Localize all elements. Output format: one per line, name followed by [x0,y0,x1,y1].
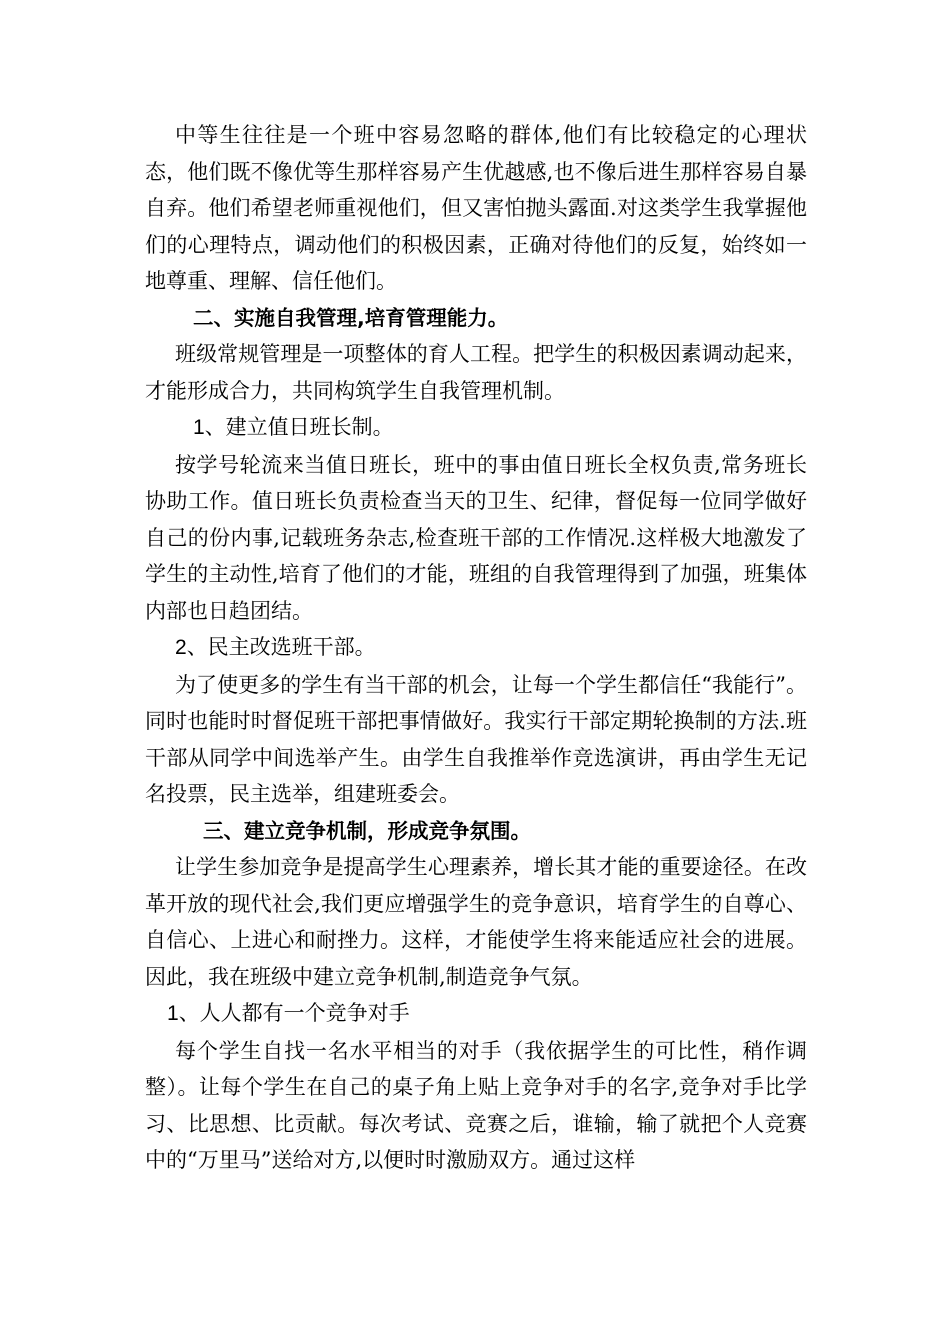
paragraph-middle-students: 中等生往往是一个班中容易忽略的群体,他们有比较稳定的心理状态，他们既不像优等生那样容易产生优越感,也不像后进生那样容易自暴自弃。他们希望老师重视他们，但又害怕抛头露面.对这类学生我掌握他们的心理特点，调动他们的积极因素，正确对待他们的反复，始终如一地尊重、理解、信任他们。 [145,123,807,293]
paragraph-duty-monitor: 按学号轮流来当值日班长，班中的事由值日班长全权负责,常务班长协助工作。值日班长负责检查当天的卫生、纪律，督促每一位同学做好自己的份内事,记载班务杂志,检查班干部的工作情况.这样极大地激发了学生的主动性,培育了他们的才能，班组的自我管理得到了加强，班集体内部也日趋团结。 [145,452,807,623]
subheading-duty-monitor [145,409,807,447]
subheading-number: 1 [167,1002,179,1025]
paragraph-class-management: 班级常规管理是一项整体的育人工程。把学生的积极因素调动起来，才能形成合力，共同构筑学生自我管理机制。 [145,342,807,403]
paragraph-competition: 让学生参加竞争是提高学生心理素养，增长其才能的重要途径。在改革开放的现代社会,我们更应增强学生的竞争意识，培育学生的自尊心、自信心、上进心和耐挫力。这样，才能使学生将来能适应社会的进展。因此，我在班级中建立竞争机制,制造竞争气氛。 [145,855,807,989]
subheading-democratic-election [145,629,807,667]
subheading-text: 、人人都有一个竞争对手 [178,1001,410,1025]
section-heading-self-management: 二、实施自我管理,培育管理能力。 [193,305,509,330]
section-heading-competition: 三、建立竞争机制，形成竞争氛围。 [203,818,531,843]
paragraph-competitor: 每个学生自找一名水平相当的对手（我依据学生的可比性，稍作调整）。让每个学生在自己的桌子角上贴上竞争对手的名字,竞争对手比学习、比思想、比贡献。每次考试、竞赛之后，谁输，输了就把个人竞赛中的“万里马”送给对方,以便时时激励双方。通过这样 [145,1038,807,1172]
subheading-number: 1 [193,416,205,439]
subheading-competitor [145,995,807,1033]
subheading-text: 、民主改选班干部。 [186,635,376,659]
paragraph-democratic-election: 为了使更多的学生有当干部的机会，让每一个学生都信任“我能行”。同时也能时时督促班干部把事情做好。我实行干部定期轮换制的方法.班干部从同学中间选举产生。由学生自我推举作竞选演讲，再由学生无记名投票，民主选举，组建班委会。 [145,672,807,806]
document-page [145,117,807,1179]
subheading-number: 2 [175,636,187,659]
subheading-text: 、建立值日班长制。 [204,415,394,439]
